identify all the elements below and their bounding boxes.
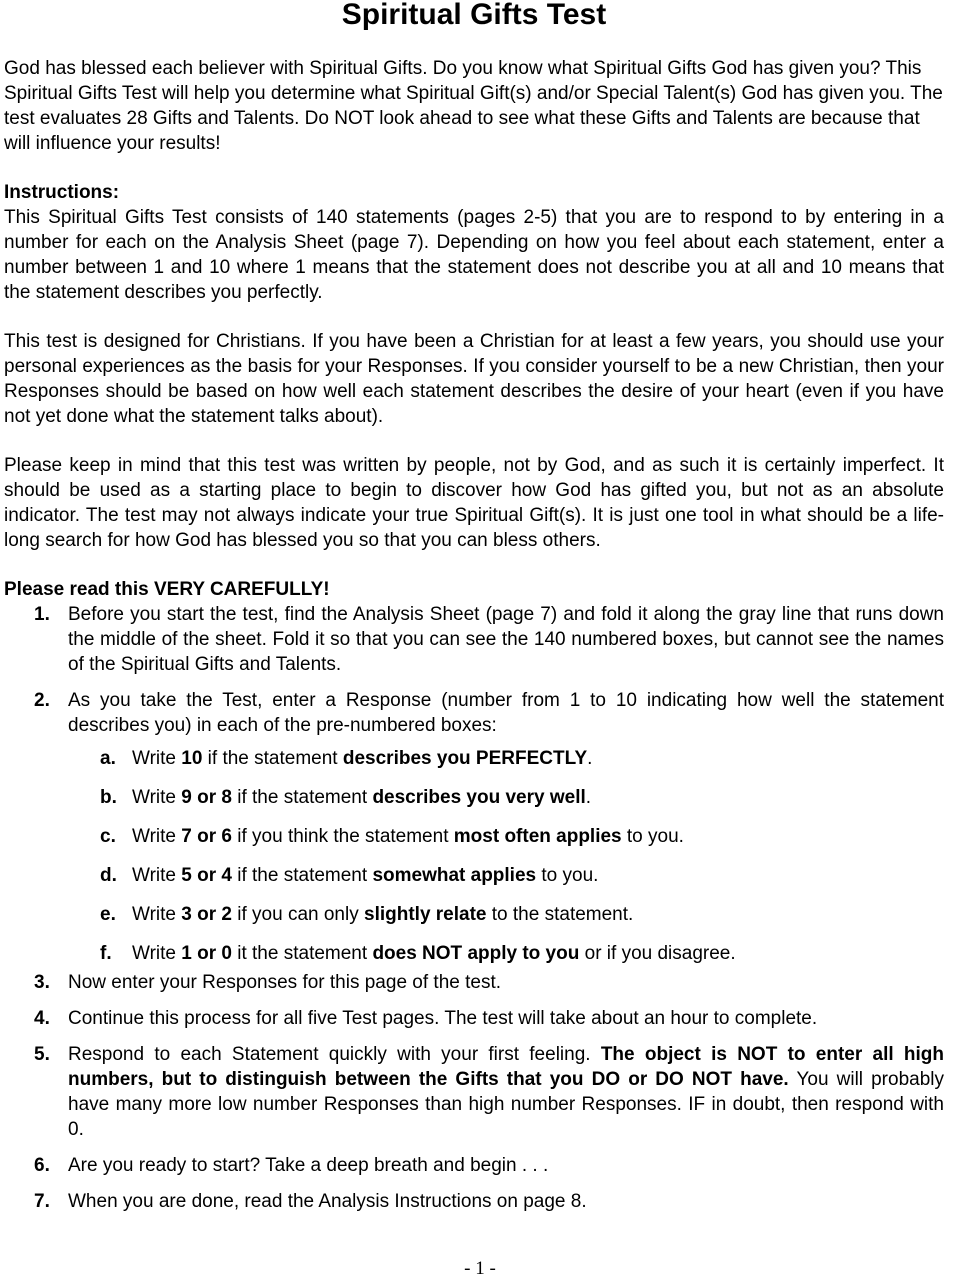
scale-item: f. Write 1 or 0 it the statement does NOT apply to you or if you disagree. [100, 943, 736, 964]
scale-letter: f. [100, 943, 112, 964]
step-number: 4. [34, 1008, 50, 1029]
step-emphasis: The object is NOT to enter all high numbers, but to distinguish between the Gifts that you DO or DO NOT have. [68, 1044, 945, 1090]
scale-item: b. Write 9 or 8 if the statement describes you very well. [100, 787, 592, 808]
step-number: 1. [34, 604, 50, 625]
step-item [4, 1042, 944, 1142]
step-number: 7. [34, 1191, 50, 1212]
scale-value: 5 or 4 [181, 865, 232, 886]
scale-emphasis: somewhat applies [372, 865, 537, 886]
scale-value: 7 or 6 [181, 826, 232, 847]
scale-item: a. Write 10 if the statement describes you PERFECTLY. [100, 748, 593, 769]
step-item [4, 1006, 944, 1031]
instructions-paragraph-1: This Spiritual Gifts Test consists of 140 statements (pages 2-5) that you are to respond to by entering in a number for each on the Analysis Sheet (page 7). Depending on how you feel about each statement, enter a number between 1 and 10 where 1 means that the statement does not describe you at all and 10 means that the statement describes you perfectly. [4, 207, 944, 303]
step-item [4, 970, 944, 995]
scale-letter: b. [100, 787, 117, 808]
page-number: - 1 - [464, 1258, 496, 1279]
page-title: Spiritual Gifts Test [341, 0, 607, 31]
scale-emphasis: does NOT apply to you [372, 943, 580, 964]
response-scale-list [68, 746, 944, 966]
scale-emphasis: describes you very well [372, 787, 586, 808]
scale-emphasis: slightly relate [364, 904, 487, 925]
step-text: As you take the Test, enter a Response (number from 1 to 10 indicating how well the statement describes you) in each of the pre-numbered boxes: [68, 690, 944, 736]
scale-letter: e. [100, 904, 116, 925]
document-page [4, 0, 944, 1214]
step-number: 2. [34, 690, 50, 711]
scale-value: 3 or 2 [181, 904, 232, 925]
step-text: Continue this process for all five Test pages. The test will take about an hour to complete. [68, 1008, 818, 1029]
step-item [4, 1153, 944, 1178]
scale-letter: a. [100, 748, 116, 769]
scale-item: e. Write 3 or 2 if you can only slightly relate to the statement. [100, 904, 634, 925]
step-number: 6. [34, 1155, 50, 1176]
scale-emphasis: describes you PERFECTLY [342, 748, 588, 769]
instructions-heading: Instructions: [4, 182, 120, 203]
scale-letter: c. [100, 826, 116, 847]
intro-paragraph: God has blessed each believer with Spiritual Gifts. Do you know what Spiritual Gifts God has given you? This Spiritual Gifts Test will help you determine what Spiritual Gift(s) and/or Special Talent(s) God has given you. The test evaluates 28 Gifts and Talents. Do NOT look ahead to see what these Gifts and Talents are because that will influence your results! [4, 58, 943, 154]
step-text: Before you start the test, find the Analysis Sheet (page 7) and fold it along the gray line that runs down the middle of the sheet. Fold it so that you can see the 140 numbered boxes, but cannot see the names of the Spiritual Gifts and Talents. [68, 604, 944, 675]
step-text: When you are done, read the Analysis Instructions on page 8. [68, 1191, 587, 1212]
step-number: 5. [34, 1044, 50, 1065]
step-item [4, 1189, 944, 1214]
instructions-paragraph-2: This test is designed for Christians. If you have been a Christian for at least a few years, you should use your personal experiences as the basis for your Responses. If you consider yourself to be a new Christian, then your Responses should be based on how well each statement describes the desire of your heart (even if you have not yet done what the statement talks about). [4, 331, 944, 427]
step-number: 3. [34, 972, 50, 993]
scale-value: 1 or 0 [181, 943, 232, 964]
step-text: Are you ready to start? Take a deep breath and begin . . . [68, 1155, 549, 1176]
scale-letter: d. [100, 865, 117, 886]
scale-item: c. Write 7 or 6 if you think the statement most often applies to you. [100, 826, 684, 847]
step-text: Respond to each Statement quickly with your first feeling. The object is NOT to enter all high numbers, but to distinguish between the Gifts that you DO or DO NOT have. You will probably have many more low number Responses than high number Responses. IF in doubt, then respond with 0. [68, 1044, 945, 1140]
scale-item: d. Write 5 or 4 if the statement somewhat applies to you. [100, 865, 599, 886]
step-text: Now enter your Responses for this page of the test. [68, 972, 502, 993]
step-item [4, 602, 944, 677]
scale-emphasis: most often applies [453, 826, 622, 847]
steps-list [4, 602, 944, 1214]
step-item [4, 688, 944, 966]
instructions-paragraph-3: Please keep in mind that this test was written by people, not by God, and as such it is certainly imperfect. It should be used as a starting place to begin to discover how God has gifted you, but not as an absolute indicator. The test may not always indicate your true Spiritual Gift(s). It is just one tool in what should be a life-long search for how God has blessed you so that you can bless others. [4, 455, 944, 551]
scale-value: 10 [181, 748, 203, 769]
careful-heading: Please read this VERY CAREFULLY! [4, 579, 330, 600]
scale-value: 9 or 8 [181, 787, 232, 808]
